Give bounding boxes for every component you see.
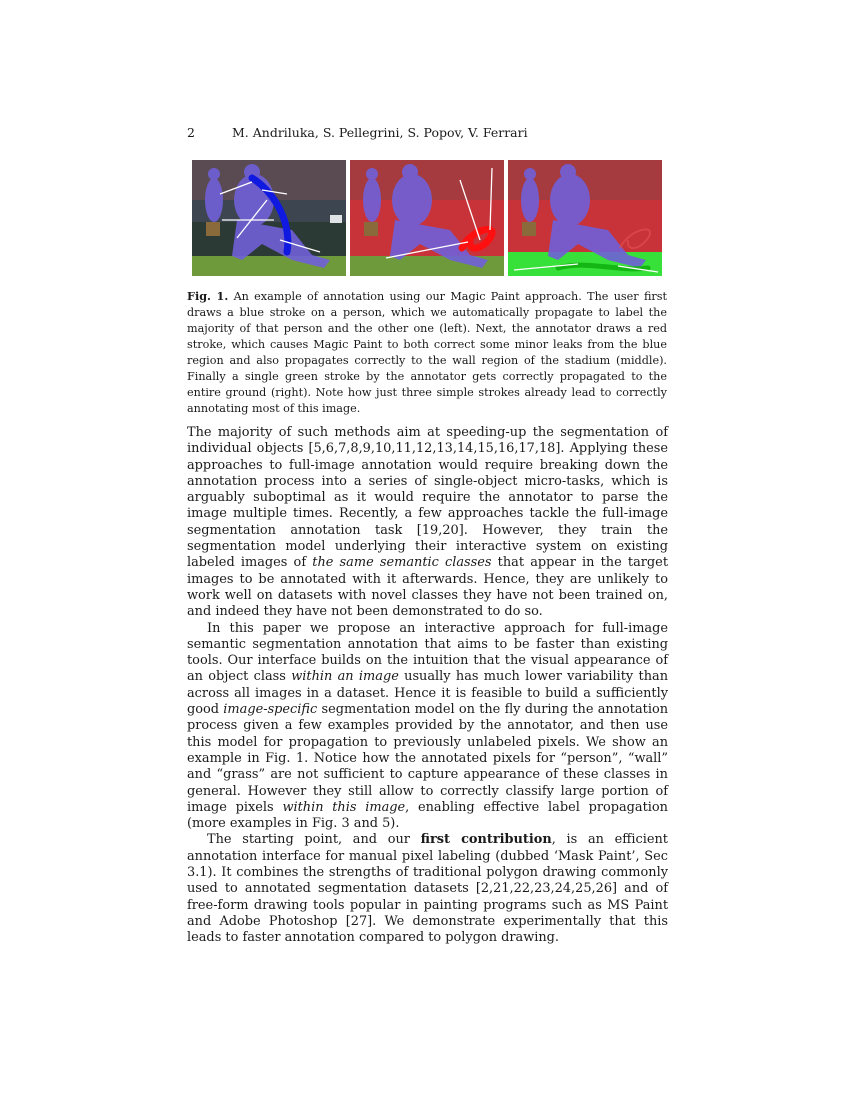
- figure-panel-right: [508, 160, 662, 276]
- p1-emph-1: the same semantic classes: [312, 555, 492, 571]
- figure-1: [192, 160, 662, 276]
- p3-text-2: , is an efficient annotation interface for manual pixel labeling (dubbed ‘Mask Paint’, Sec 3.1). It combines the strengths of traditional polygon drawing commonly used to annotated segmentation datasets [2,21,22,23,24,25,26] and of free-form drawing tools popular in painting programs such as MS Paint and Adobe Photoshop [27]. We demonstrate experimentally that this leads to faster annotation compared to polygon drawing.: [187, 832, 668, 946]
- figure-caption-text: An example of annotation using our Magic Paint approach. The user first draws a blue stroke on a person, which we automatically propagate to label the majority of that person and the other one (left). Next, the annotator draws a red stroke, which causes Magic Paint to both correct some minor leaks from the blue region and also propagates correctly to the wall region of the stadium (middle). Finally a single green stroke by the annotator gets correctly propagated to the entire ground (right). Note how just three simple strokes already lead to correctly annotating most of this image.: [187, 290, 668, 415]
- p3-text-1: The starting point, and our: [207, 832, 421, 848]
- paragraph-2: [187, 621, 668, 833]
- p2-text-3: segmentation model on the fly during the annotation process given a few examples provided by the annotator, and then use this model for propagation to previously unlabeled pixels. We show an example in Fig. 1. Notice how the annotated pixels for “person”, “wall” and “grass” are not sufficient to capture appearance of these classes in general. However they still allow to correctly classify large portion of image pixels: [187, 702, 669, 815]
- figure-caption: [187, 288, 667, 417]
- p2-emph-2: image-specific: [223, 702, 318, 718]
- paragraph-1: [187, 425, 668, 621]
- paragraph-3: [187, 832, 668, 946]
- p2-text-1: In this paper we propose an interactive approach for full-image semantic segmentation annotation that aims to be faster than existing tools. Our interface builds on the intuition that the visual appearance of an object class: [187, 620, 668, 685]
- running-authors: M. Andriluka, S. Pellegrini, S. Popov, V. Ferrari: [232, 125, 528, 140]
- p3-bold-1: first contribution: [420, 832, 552, 848]
- p2-emph-3: within this image: [282, 799, 406, 815]
- p1-text-2: that appear in the target images to be annotated with it afterwards. Hence, they are unlikely to work well on datasets with novel classes they have not been trained on, and indeed they have not been demonstrated to do so.: [187, 555, 668, 620]
- body-text: [187, 425, 668, 947]
- p1-text-1: The majority of such methods aim at speeding-up the segmentation of individual objects [5,6,7,8,9,10,11,12,13,14,15,16,17,18]. Applying these approaches to full-image annotation would require breaking down the annotation process into a series of single-object micro-tasks, which is arguably suboptimal as it would require the annotator to parse the image multiple times. Recently, a few approaches tackle the full-image segmentation annotation task [19,20]. However, they train the segmentation model underlying their interactive system on existing labeled images of: [187, 425, 668, 571]
- figure-panel-middle: [350, 160, 504, 276]
- page-number: 2: [187, 125, 195, 140]
- p2-text-4: , enabling effective label propagation (more examples in Fig. 3 and 5).: [187, 799, 668, 832]
- p2-emph-1: within an image: [291, 669, 399, 685]
- p2-text-2: usually has much lower variability than across all images in a dataset. Hence it is feasible to build a sufficiently good: [187, 669, 668, 718]
- figure-panel-left: [192, 160, 346, 276]
- figure-label: Fig. 1.: [187, 289, 229, 303]
